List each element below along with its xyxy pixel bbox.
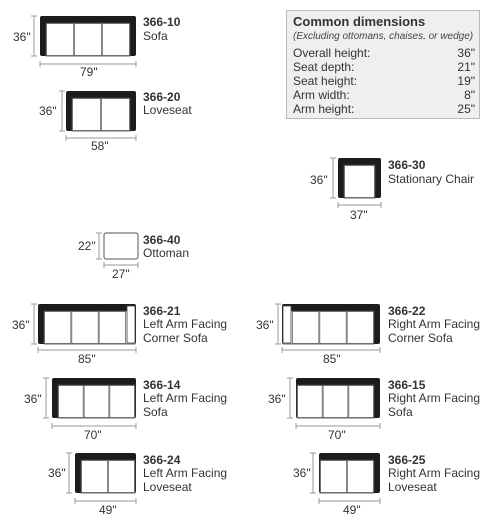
product-code: 366-24 bbox=[143, 453, 181, 467]
seat-area bbox=[58, 385, 135, 418]
seat-cushion bbox=[99, 312, 125, 344]
seat-cushion bbox=[110, 386, 135, 418]
common-dimensions-panel bbox=[286, 10, 480, 119]
seat-cushion bbox=[347, 312, 373, 344]
product-description-line-2: Sofa bbox=[388, 405, 413, 419]
seat-cushion bbox=[298, 386, 323, 418]
product-code: 366-14 bbox=[143, 378, 181, 392]
width-label: 79" bbox=[80, 65, 98, 79]
product-code: 366-40 bbox=[143, 233, 181, 247]
product-description-line-1: Right Arm Facing bbox=[388, 317, 481, 331]
dimension-label: Arm width: bbox=[293, 88, 350, 102]
dimension-label: Seat height: bbox=[293, 74, 358, 88]
width-label: 49" bbox=[99, 503, 117, 517]
product-code: 366-15 bbox=[388, 378, 426, 392]
frame-back bbox=[296, 378, 380, 418]
width-label: 58" bbox=[91, 139, 109, 153]
product-description: Stationary Chair bbox=[388, 172, 475, 186]
width-label: 85" bbox=[78, 352, 96, 366]
width-label: 37" bbox=[350, 208, 368, 222]
height-label: 36" bbox=[13, 30, 31, 44]
width-label: 70" bbox=[328, 428, 346, 442]
seat-cushion bbox=[45, 312, 71, 344]
seat-cushion bbox=[293, 312, 319, 344]
product-code: 366-22 bbox=[388, 304, 426, 318]
corner-end bbox=[127, 306, 135, 343]
frame-back bbox=[38, 304, 136, 344]
product-description: Loveseat bbox=[143, 103, 192, 117]
height-label: 22" bbox=[78, 239, 96, 253]
height-label: 36" bbox=[24, 392, 42, 406]
product-description-line-2: Corner Sofa bbox=[143, 331, 208, 345]
seat-area bbox=[283, 311, 374, 344]
seat-area bbox=[81, 460, 135, 493]
product-description-line-2: Corner Sofa bbox=[388, 331, 453, 345]
product-description: Sofa bbox=[143, 29, 168, 43]
product-description-line-2: Sofa bbox=[143, 405, 168, 419]
frame-back bbox=[75, 453, 136, 493]
common-dimensions-subtitle: (Excluding ottomans, chaises, or wedge) bbox=[293, 31, 474, 42]
width-label: 49" bbox=[343, 503, 361, 517]
frame-back bbox=[319, 453, 380, 493]
frame-back bbox=[282, 304, 380, 344]
product-description-line-1: Right Arm Facing bbox=[388, 466, 481, 480]
dimension-value: 36" bbox=[457, 46, 475, 60]
seat-area bbox=[44, 311, 135, 344]
seat-cushion bbox=[323, 386, 348, 418]
seat-cushion bbox=[321, 461, 347, 493]
height-label: 36" bbox=[310, 173, 328, 187]
dimension-label: Arm height: bbox=[293, 102, 355, 116]
seat-area bbox=[320, 460, 374, 493]
dimension-label: Overall height: bbox=[293, 46, 371, 60]
dimension-value: 21" bbox=[457, 60, 475, 74]
frame-back bbox=[66, 91, 136, 131]
seat-cushion bbox=[109, 461, 135, 493]
seat-area bbox=[46, 23, 130, 56]
seat-cushion bbox=[72, 312, 98, 344]
product-description-line-2: Loveseat bbox=[143, 480, 192, 494]
seat-cushion bbox=[345, 166, 375, 198]
product-code: 366-25 bbox=[388, 453, 426, 467]
seat-cushion bbox=[103, 24, 130, 56]
product-description-line-1: Left Arm Facing bbox=[143, 466, 228, 480]
seat-cushion bbox=[349, 386, 374, 418]
dimension-value: 25" bbox=[457, 102, 475, 116]
seat-cushion bbox=[82, 461, 108, 493]
seat-cushion bbox=[47, 24, 74, 56]
height-label: 36" bbox=[39, 104, 57, 118]
dimension-label: Seat depth: bbox=[293, 60, 355, 74]
ottoman-outline bbox=[104, 233, 138, 259]
common-dimensions-title: Common dimensions bbox=[293, 14, 426, 29]
width-label: 27" bbox=[112, 267, 130, 281]
product-description-line-1: Left Arm Facing bbox=[143, 317, 228, 331]
product-code: 366-30 bbox=[388, 158, 426, 172]
height-label: 36" bbox=[12, 318, 30, 332]
seat-cushion bbox=[102, 99, 130, 131]
dimension-value: 19" bbox=[457, 74, 475, 88]
frame-back bbox=[40, 16, 136, 56]
product-description-line-1: Left Arm Facing bbox=[143, 391, 228, 405]
seat-area bbox=[72, 98, 130, 131]
product-description-line-2: Loveseat bbox=[388, 480, 437, 494]
seat-cushion bbox=[75, 24, 102, 56]
corner-end bbox=[283, 306, 291, 343]
height-label: 36" bbox=[268, 392, 286, 406]
frame-back bbox=[52, 378, 136, 418]
seat-cushion bbox=[84, 386, 109, 418]
height-label: 36" bbox=[48, 466, 66, 480]
height-label: 36" bbox=[256, 318, 274, 332]
product-code: 366-20 bbox=[143, 90, 181, 104]
seat-area bbox=[344, 165, 375, 198]
product-code: 366-10 bbox=[143, 15, 181, 29]
seat-area bbox=[297, 385, 374, 418]
width-label: 85" bbox=[323, 352, 341, 366]
seat-cushion bbox=[348, 461, 374, 493]
height-label: 36" bbox=[293, 466, 311, 480]
width-label: 70" bbox=[84, 428, 102, 442]
seat-cushion bbox=[59, 386, 84, 418]
product-description: Ottoman bbox=[143, 246, 190, 260]
seat-cushion bbox=[73, 99, 101, 131]
product-description-line-1: Right Arm Facing bbox=[388, 391, 481, 405]
seat-cushion bbox=[320, 312, 346, 344]
frame-back bbox=[338, 158, 381, 198]
product-code: 366-21 bbox=[143, 304, 181, 318]
dimension-value: 8" bbox=[464, 88, 475, 102]
